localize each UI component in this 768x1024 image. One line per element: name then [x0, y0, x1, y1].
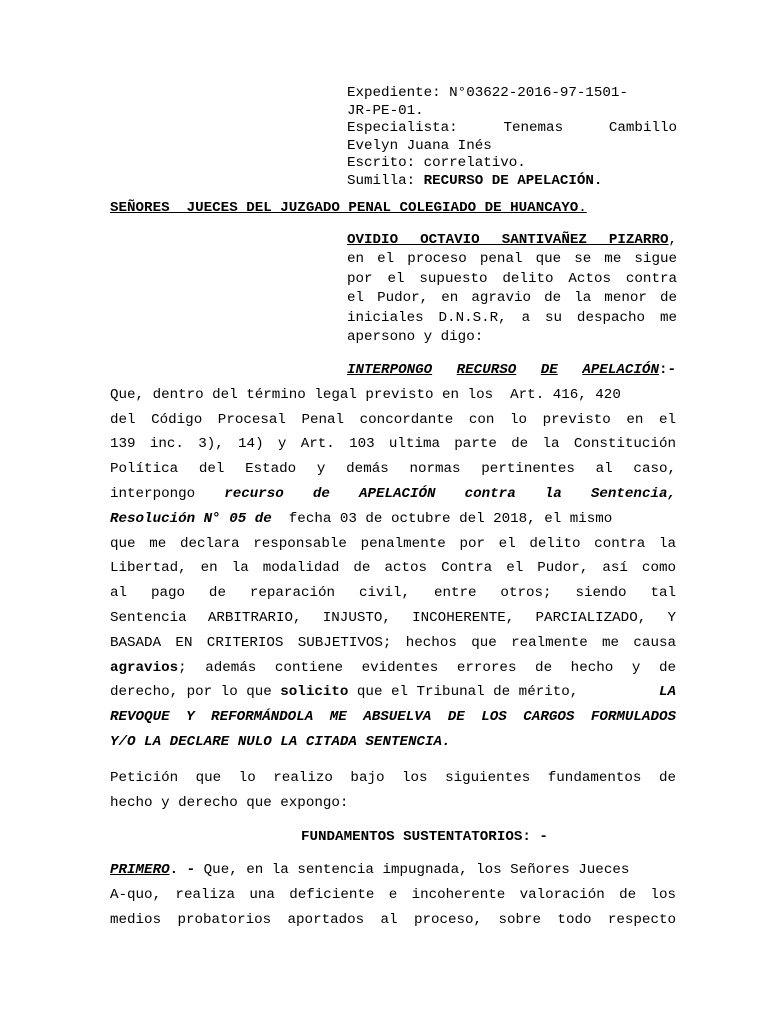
- body-line: [110, 482, 676, 507]
- intro-line-name: [347, 231, 677, 250]
- body-line: al pago de reparación civil, entre otros; siendo tal: [110, 585, 676, 602]
- intro-line: apersono y digo:: [347, 329, 484, 346]
- case-header: [347, 85, 677, 191]
- primero-line: medios probatorios aportados al proceso, sobre todo respecto: [110, 911, 676, 928]
- addressee-dot: .: [578, 200, 587, 216]
- body-bold: agravios: [110, 659, 179, 676]
- body-line: [110, 507, 676, 532]
- primero-line: [110, 858, 676, 883]
- expediente-line-1: Expediente: N°03622-2016-97-1501-: [347, 85, 628, 101]
- primero-label: PRIMERO: [110, 862, 170, 878]
- appellant-name: OVIDIO OCTAVIO SANTIVAÑEZ PIZARRO: [347, 232, 669, 248]
- body-line: que me declara responsable penalmente por el delito contra la: [110, 535, 676, 552]
- peticion-line: Petición que lo realizo bajo los siguientes fundamentos de: [110, 770, 676, 786]
- intro-paragraph: [347, 231, 677, 347]
- body-text: interpongo: [110, 485, 225, 502]
- body-line: Política del Estado y demás normas pertinentes al caso,: [110, 461, 676, 478]
- body-line: Sentencia ARBITRARIO, INJUSTO, INCOHERENTE, PARCIALIZADO, Y: [110, 609, 676, 626]
- sumilla-line: [347, 173, 677, 191]
- heading-word: INTERPONGO: [347, 362, 433, 378]
- body-text: derecho, por lo que: [110, 684, 281, 701]
- body-emphasis: LA: [658, 684, 676, 701]
- heading-suffix: :-: [658, 362, 676, 378]
- body-line: REVOQUE Y REFORMÁNDOLA ME ABSUELVA DE LOS CARGOS FORMULADOS: [110, 709, 676, 726]
- escrito-line: Escrito: correlativo.: [347, 155, 526, 172]
- appeal-body: [110, 358, 676, 755]
- peticion-line: hecho y derecho que expongo:: [110, 794, 349, 811]
- addressee-line: [110, 200, 587, 216]
- body-bold: solicito: [280, 684, 349, 701]
- primero-line: A-quo, realiza una deficiente e incoherente valoración de los: [110, 886, 676, 903]
- sumilla-value: RECURSO DE APELACIÓN.: [423, 172, 603, 189]
- especialista-line-1: Especialista: Tenemas Cambillo: [347, 120, 677, 137]
- body-line: [110, 656, 676, 681]
- body-emphasis: Resolución N° 05 de: [110, 510, 272, 527]
- heading-word: RECURSO: [456, 362, 517, 378]
- heading-word: DE: [540, 362, 558, 378]
- especialista-line-2: Evelyn Juana Inés: [347, 137, 492, 154]
- body-line: Y/O LA DECLARE NULO LA CITADA SENTENCIA.: [110, 733, 451, 750]
- body-emphasis: recurso de APELACIÓN contra la Sentencia,: [224, 485, 676, 502]
- body-line: Libertad, en la modalidad de actos Contra el Pudor, así como: [110, 560, 676, 577]
- body-line: BASADA EN CRITERIOS SUBJETIVOS; hechos que realmente me causa: [110, 634, 676, 651]
- addressee-text: SEÑORES JUECES DEL JUZGADO PENAL COLEGIADO DE HUANCAYO: [110, 200, 579, 216]
- body-text: fecha 03 de octubre del 2018, el mismo: [271, 510, 613, 527]
- intro-line: iniciales D.N.S.R, a su despacho me: [347, 309, 677, 326]
- body-text: que el Tribunal de mérito,: [348, 684, 587, 701]
- primero-separator: . -: [169, 862, 204, 878]
- primero-paragraph: [110, 858, 676, 932]
- heading-word: APELACIÓN: [582, 362, 659, 378]
- appeal-heading: [110, 358, 676, 383]
- body-line: Que, dentro del término legal previsto en los Art. 416, 420: [110, 386, 621, 403]
- appellant-name-comma: ,: [668, 232, 677, 248]
- peticion-paragraph: [110, 766, 676, 816]
- body-text: ; además contiene evidentes errores de hecho y de: [178, 659, 676, 676]
- intro-line: en el proceso penal que se me sigue: [347, 251, 677, 268]
- body-line: [110, 680, 676, 705]
- intro-line: por el supuesto delito Actos contra: [347, 270, 677, 287]
- fundamentos-title: FUNDAMENTOS SUSTENTATORIOS: -: [301, 829, 548, 845]
- sumilla-label: Sumilla:: [347, 172, 424, 189]
- primero-text: Que, en la sentencia impugnada, los Señores Jueces: [203, 862, 630, 878]
- body-line: 139 inc. 3), 14) y Art. 103 ultima parte de la Constitución: [110, 436, 676, 453]
- body-line: del Código Procesal Penal concordante con lo previsto en el: [110, 411, 676, 428]
- expediente-line-2: JR-PE-01.: [347, 102, 424, 119]
- intro-line: el Pudor, en agravio de la menor de: [347, 290, 677, 307]
